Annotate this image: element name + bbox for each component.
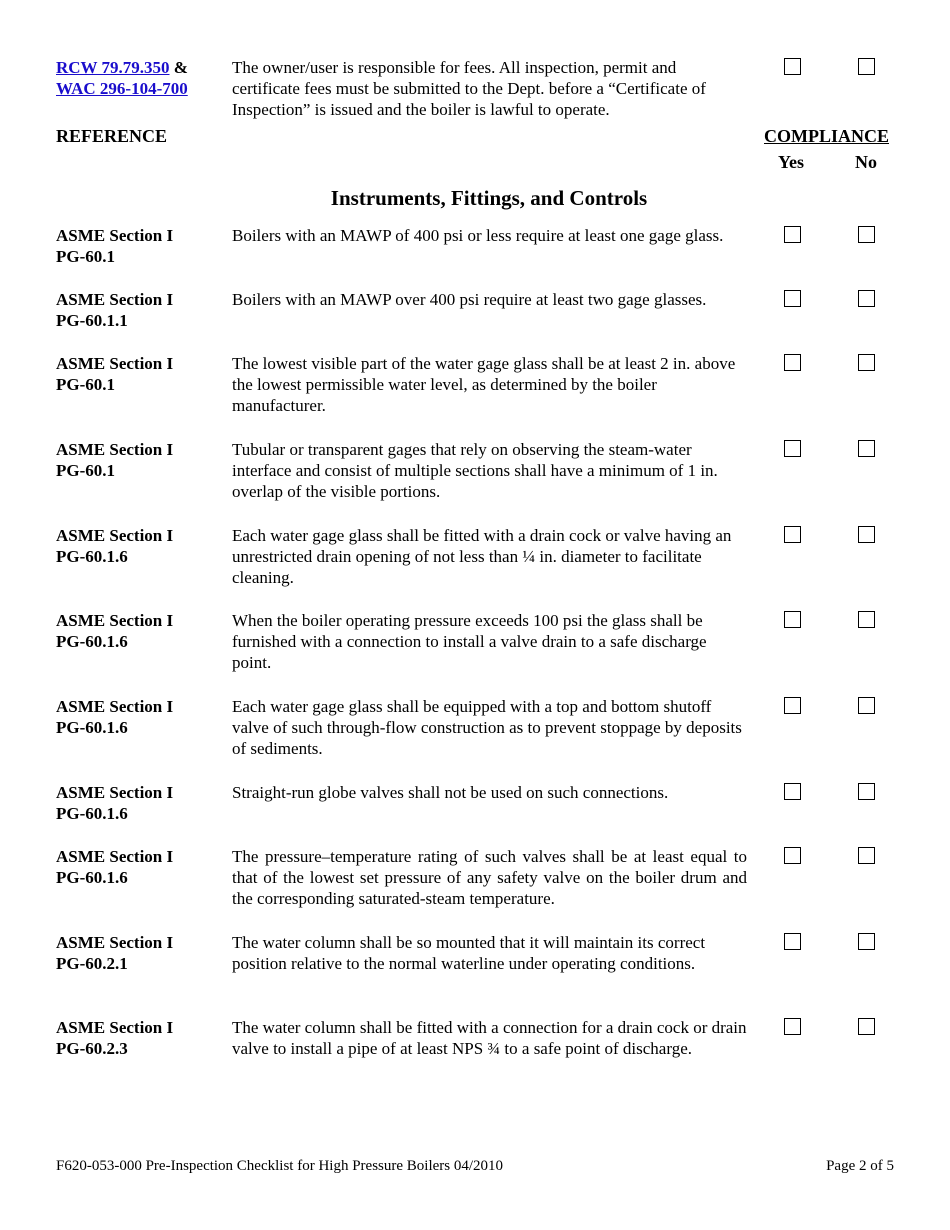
ref-section: ASME Section I (56, 611, 174, 630)
ref-paragraph: PG-60.2.1 (56, 954, 128, 973)
yes-header: Yes (778, 152, 804, 172)
row-reference (56, 353, 221, 395)
top-row-no-checkbox[interactable] (858, 58, 875, 75)
top-row-description: The owner/user is responsible for fees. All inspection, permit and certificate fees must be submitted to the Dept. before a “Certificate of Inspection” is issued and the boiler is lawful to operate. (232, 58, 706, 119)
no-header: No (855, 152, 877, 172)
no-checkbox[interactable] (858, 1018, 875, 1035)
row-reference (56, 289, 221, 331)
row-description: Boilers with an MAWP of 400 psi or less require at least one gage glass. (232, 226, 724, 245)
rcw-link[interactable]: RCW 79.79.350 (56, 58, 170, 77)
no-checkbox[interactable] (858, 290, 875, 307)
ref-ampersand: & (169, 58, 188, 77)
ref-section: ASME Section I (56, 440, 174, 459)
footer-page-number: Page 2 of 5 (826, 1158, 894, 1174)
no-checkbox[interactable] (858, 526, 875, 543)
ref-paragraph: PG-60.1.6 (56, 804, 128, 823)
ref-section: ASME Section I (56, 526, 174, 545)
ref-section: ASME Section I (56, 847, 174, 866)
yes-checkbox[interactable] (784, 847, 801, 864)
no-checkbox[interactable] (858, 354, 875, 371)
row-description: Straight-run globe valves shall not be used on such connections. (232, 783, 669, 802)
top-row-yes-checkbox[interactable] (784, 58, 801, 75)
no-checkbox[interactable] (858, 697, 875, 714)
yes-checkbox[interactable] (784, 611, 801, 628)
ref-section: ASME Section I (56, 1018, 174, 1037)
compliance-header: COMPLIANCE (764, 126, 889, 146)
yes-checkbox[interactable] (784, 783, 801, 800)
row-description: The water column shall be so mounted that it will maintain its correct position relative to the normal waterline under operating conditions. (232, 933, 706, 973)
no-checkbox[interactable] (858, 783, 875, 800)
ref-section: ASME Section I (56, 933, 174, 952)
row-reference (56, 610, 221, 652)
ref-paragraph: PG-60.1.1 (56, 311, 128, 330)
yes-checkbox[interactable] (784, 226, 801, 243)
ref-section: ASME Section I (56, 783, 174, 802)
row-reference (56, 525, 221, 567)
row-description: When the boiler operating pressure exceeds 100 psi the glass shall be furnished with a connection to install a valve drain to a safe discharge point. (232, 611, 707, 672)
ref-paragraph: PG-60.1.6 (56, 547, 128, 566)
ref-section: ASME Section I (56, 290, 174, 309)
wac-link[interactable]: WAC 296-104-700 (56, 79, 188, 98)
top-ref-line2 (56, 78, 221, 99)
yes-checkbox[interactable] (784, 354, 801, 371)
row-reference (56, 696, 221, 738)
row-description: The lowest visible part of the water gage glass shall be at least 2 in. above the lowest permissible water level, as determined by the boiler manufacturer. (232, 354, 736, 415)
yes-checkbox[interactable] (784, 440, 801, 457)
top-row-reference (56, 57, 221, 99)
row-reference (56, 846, 221, 888)
row-reference (56, 932, 221, 974)
reference-header: REFERENCE (56, 126, 168, 146)
row-description: The pressure–temperature rating of such valves shall be at least equal to that of the lowest set pressure of any safety valve on the boiler drum and the corresponding saturated-steam temperature. (232, 847, 747, 908)
no-checkbox[interactable] (858, 611, 875, 628)
row-reference (56, 1017, 221, 1059)
no-checkbox[interactable] (858, 440, 875, 457)
no-checkbox[interactable] (858, 226, 875, 243)
no-checkbox[interactable] (858, 933, 875, 950)
row-reference (56, 439, 221, 481)
yes-checkbox[interactable] (784, 933, 801, 950)
ref-section: ASME Section I (56, 354, 174, 373)
ref-paragraph: PG-60.1.6 (56, 868, 128, 887)
row-description: Each water gage glass shall be fitted with a drain cock or valve having an unrestricted drain opening of not less than ¼ in. diameter to facilitate cleaning. (232, 526, 732, 587)
no-checkbox[interactable] (858, 847, 875, 864)
top-ref-line1 (56, 57, 221, 78)
row-description: The water column shall be fitted with a connection for a drain cock or drain valve to install a pipe of at least NPS ¾ to a safe point of discharge. (232, 1018, 747, 1058)
row-description: Each water gage glass shall be equipped with a top and bottom shutoff valve of such through-flow construction as to prevent stoppage by deposits of sediments. (232, 697, 742, 758)
ref-paragraph: PG-60.1 (56, 375, 116, 394)
ref-paragraph: PG-60.1.6 (56, 632, 128, 651)
row-description: Tubular or transparent gages that rely on observing the steam-water interface and consist of multiple sections shall have a minimum of 1 in. overlap of the visible portions. (232, 440, 718, 501)
yes-checkbox[interactable] (784, 526, 801, 543)
ref-section: ASME Section I (56, 226, 174, 245)
yes-checkbox[interactable] (784, 290, 801, 307)
yes-checkbox[interactable] (784, 697, 801, 714)
row-description: Boilers with an MAWP over 400 psi require at least two gage glasses. (232, 290, 707, 309)
ref-paragraph: PG-60.1 (56, 247, 116, 266)
ref-section: ASME Section I (56, 697, 174, 716)
row-reference (56, 782, 221, 824)
ref-paragraph: PG-60.2.3 (56, 1039, 128, 1058)
footer-form-title: F620-053-000 Pre-Inspection Checklist for High Pressure Boilers 04/2010 (56, 1158, 504, 1174)
row-reference (56, 225, 221, 267)
ref-paragraph: PG-60.1.6 (56, 718, 128, 737)
yes-checkbox[interactable] (784, 1018, 801, 1035)
section-title: Instruments, Fittings, and Controls (330, 186, 648, 210)
ref-paragraph: PG-60.1 (56, 461, 116, 480)
